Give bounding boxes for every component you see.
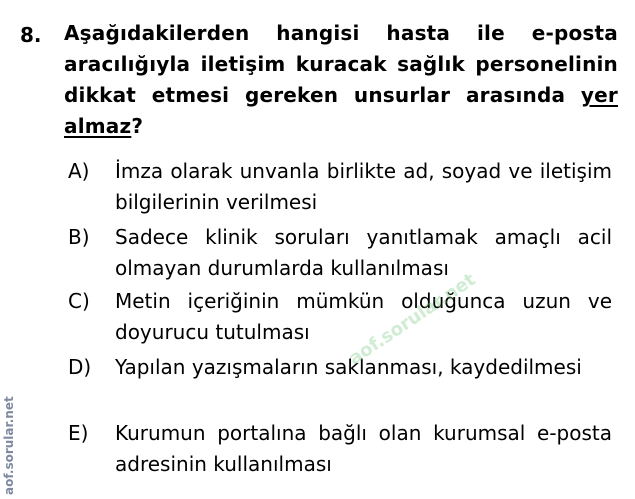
option-b-letter: B): [68, 225, 90, 249]
option-b-text: Sadece klinik soruları yanıtlamak amaçlı acil olmayan durumlarda kullanılması: [115, 225, 612, 280]
question-stem-underline-almaz: almaz: [64, 114, 132, 138]
option-c-text: Metin içeriğinin mümkün olduğunca uzun ve doyurucu tutulması: [115, 289, 612, 344]
option-a-text: İmza olarak unvanla birlikte ad, soyad ve iletişim bilgilerinin verilmesi: [115, 159, 612, 214]
question-stem-text: Aşağıdakilerden hangisi hasta ile e-posta aracılığıyla iletişim kuracak sağlık personelinin dikkat etmesi gereken unsurlar arasında: [64, 21, 618, 107]
option-a-letter: A): [68, 159, 90, 183]
center-watermark: aof.sorular.net: [345, 269, 480, 370]
option-c-letter: C): [68, 289, 90, 313]
option-d-text: Yapılan yazışmaların saklanması, kaydedilmesi: [115, 355, 582, 379]
question-number: 8.: [20, 23, 42, 47]
question-stem-mark: ?: [131, 114, 144, 138]
question-stem-underline-yer: yer: [580, 83, 618, 107]
option-d-letter: D): [68, 355, 92, 379]
option-e-text: Kurumun portalına bağlı olan kurumsal e-posta adresinin kullanılması: [115, 421, 612, 476]
question-stem: [64, 18, 618, 142]
side-watermark: aof.sorular.net: [2, 396, 16, 495]
option-e-letter: E): [68, 421, 89, 445]
